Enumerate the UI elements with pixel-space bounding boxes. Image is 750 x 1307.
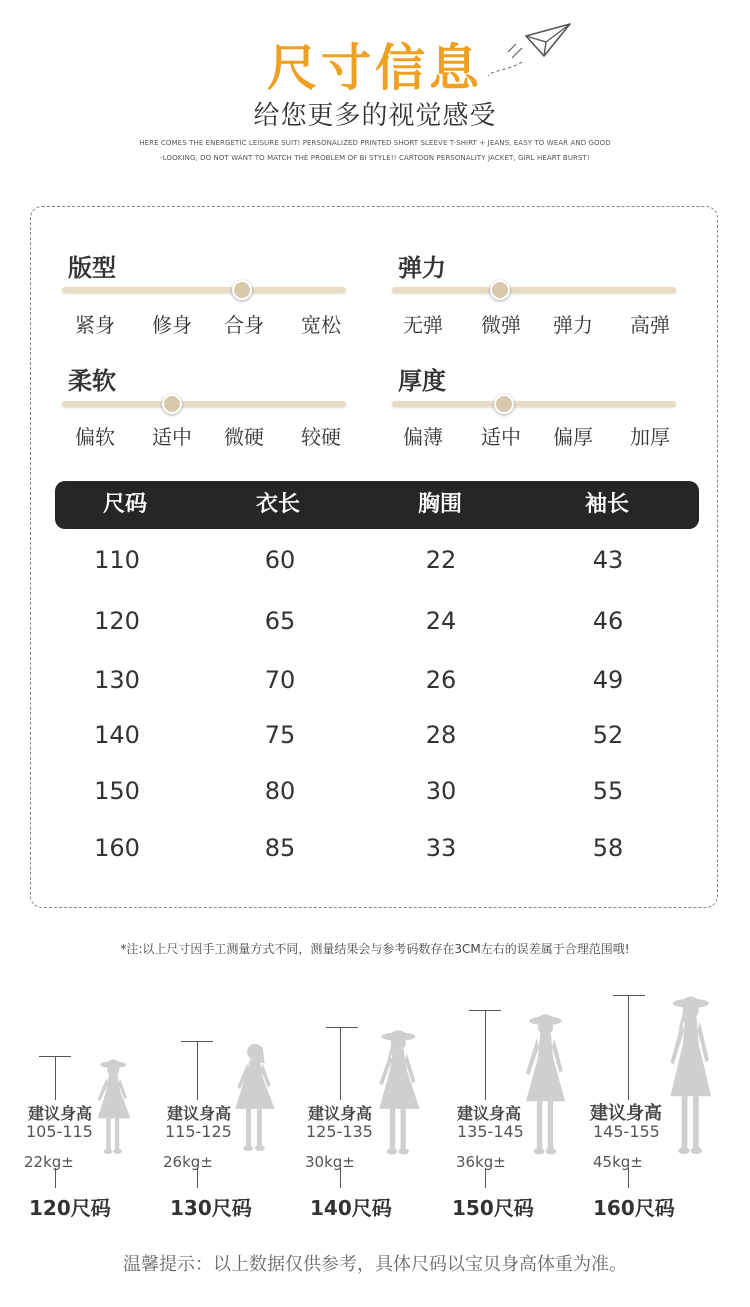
size-label: 140尺码 (310, 1196, 392, 1220)
weight-value: 22kg± (24, 1153, 74, 1171)
suggested-height-label: 建议身高 (167, 1104, 232, 1123)
suggested-height-label: 建议身高 (457, 1104, 522, 1123)
fit-slider-track (62, 287, 346, 293)
suggested-height-label: 建议身高 (590, 1103, 662, 1124)
page-subtitle: 给您更多的视觉感受 (253, 101, 497, 131)
attribute-title-elasticity: 弹力 (398, 254, 446, 282)
table-cell: 70 (264, 666, 296, 694)
table-cell: 49 (592, 666, 624, 694)
elasticity-option: 弹力 (553, 313, 593, 337)
fit-option: 修身 (152, 313, 192, 337)
height-figure-150 (445, 960, 595, 1220)
table-cell: 22 (425, 546, 457, 574)
height-range: 145-155 (593, 1122, 660, 1141)
weight-value: 26kg± (163, 1153, 213, 1171)
paper-plane-icon (486, 18, 576, 88)
table-cell: 43 (592, 546, 624, 574)
height-range: 135-145 (457, 1122, 524, 1141)
thickness-option: 偏厚 (553, 425, 593, 449)
weight-value: 36kg± (456, 1153, 506, 1171)
softness-option: 偏软 (75, 425, 115, 449)
table-cell: 60 (264, 546, 296, 574)
table-cell: 160 (94, 834, 140, 862)
softness-slider-track (62, 401, 346, 407)
size-label: 120尺码 (29, 1196, 111, 1220)
table-cell: 46 (592, 607, 624, 635)
column-header-size: 尺码 (102, 492, 147, 517)
table-cell: 110 (94, 546, 140, 574)
suggested-height-label: 建议身高 (308, 1104, 373, 1123)
table-cell: 26 (425, 666, 457, 694)
attribute-title-thickness: 厚度 (398, 367, 446, 395)
attribute-title-softness: 柔软 (68, 367, 116, 395)
fit-option: 合身 (224, 313, 264, 337)
weight-value: 45kg± (593, 1153, 643, 1171)
table-cell: 150 (94, 777, 140, 805)
height-range: 105-115 (26, 1122, 93, 1141)
child-silhouette-icon (328, 1026, 456, 1162)
table-cell: 24 (425, 607, 457, 635)
elasticity-option: 无弹 (403, 313, 443, 337)
table-cell: 120 (94, 607, 140, 635)
size-label: 160尺码 (593, 1196, 675, 1220)
table-cell: 33 (425, 834, 457, 862)
size-label: 130尺码 (170, 1196, 252, 1220)
table-cell: 75 (264, 721, 296, 749)
thickness-option: 偏薄 (403, 425, 443, 449)
fit-slider-knob (232, 280, 252, 300)
elasticity-option: 高弹 (630, 313, 670, 337)
size-table-header (55, 481, 699, 529)
footer-tip: 温馨提示：以上数据仅供参考，具体尺码以宝贝身高体重为准。 (123, 1254, 627, 1275)
thickness-slider-track (392, 401, 676, 407)
height-figure-130 (160, 960, 310, 1220)
measurement-note: *注:以上尺寸因手工测量方式不同，测量结果会与参考码数存在3CM左右的误差属于合理范围哦! (120, 942, 630, 956)
english-description-line1: HERE COMES THE ENERGETIC LEISURE SUIT! PERSONALIZED PRINTED SHORT SLEEVE T-SHIRT + JEANS, EASY TO WEAR AND GOOD (139, 139, 611, 147)
elasticity-slider-knob (490, 280, 510, 300)
fit-option: 紧身 (75, 313, 115, 337)
attribute-title-fit: 版型 (68, 254, 116, 282)
table-cell: 28 (425, 721, 457, 749)
thickness-option: 加厚 (630, 425, 670, 449)
softness-option: 适中 (152, 425, 192, 449)
elasticity-slider-track (392, 287, 676, 293)
height-range: 125-135 (306, 1122, 373, 1141)
size-label: 150尺码 (452, 1196, 534, 1220)
page-title: 尺寸信息 (267, 39, 483, 97)
table-cell: 80 (264, 777, 296, 805)
table-cell: 65 (264, 607, 296, 635)
height-figure-120 (20, 960, 170, 1220)
suggested-height-label: 建议身高 (28, 1104, 93, 1123)
table-cell: 130 (94, 666, 140, 694)
table-cell: 52 (592, 721, 624, 749)
english-description-line2: -LOOKING, DO NOT WANT TO MATCH THE PROBLEM OF BI STYLE!! CARTOON PERSONALITY JACKET, GIRL HEART BURST! (160, 154, 590, 162)
table-cell: 55 (592, 777, 624, 805)
softness-option: 较硬 (301, 425, 341, 449)
table-cell: 85 (264, 834, 296, 862)
fit-option: 宽松 (301, 313, 341, 337)
thickness-slider-knob (494, 394, 514, 414)
height-figure-140 (300, 960, 450, 1220)
column-header-chest: 胸围 (417, 492, 462, 517)
column-header-length: 衣长 (255, 492, 300, 517)
elasticity-option: 微弹 (481, 313, 521, 337)
column-header-sleeve: 袖长 (584, 492, 629, 517)
table-cell: 30 (425, 777, 457, 805)
softness-option: 微硬 (224, 425, 264, 449)
thickness-option: 适中 (481, 425, 521, 449)
table-cell: 140 (94, 721, 140, 749)
table-cell: 58 (592, 834, 624, 862)
softness-slider-knob (162, 394, 182, 414)
height-range: 115-125 (165, 1122, 232, 1141)
weight-value: 30kg± (305, 1153, 355, 1171)
height-figure-160 (585, 960, 735, 1220)
